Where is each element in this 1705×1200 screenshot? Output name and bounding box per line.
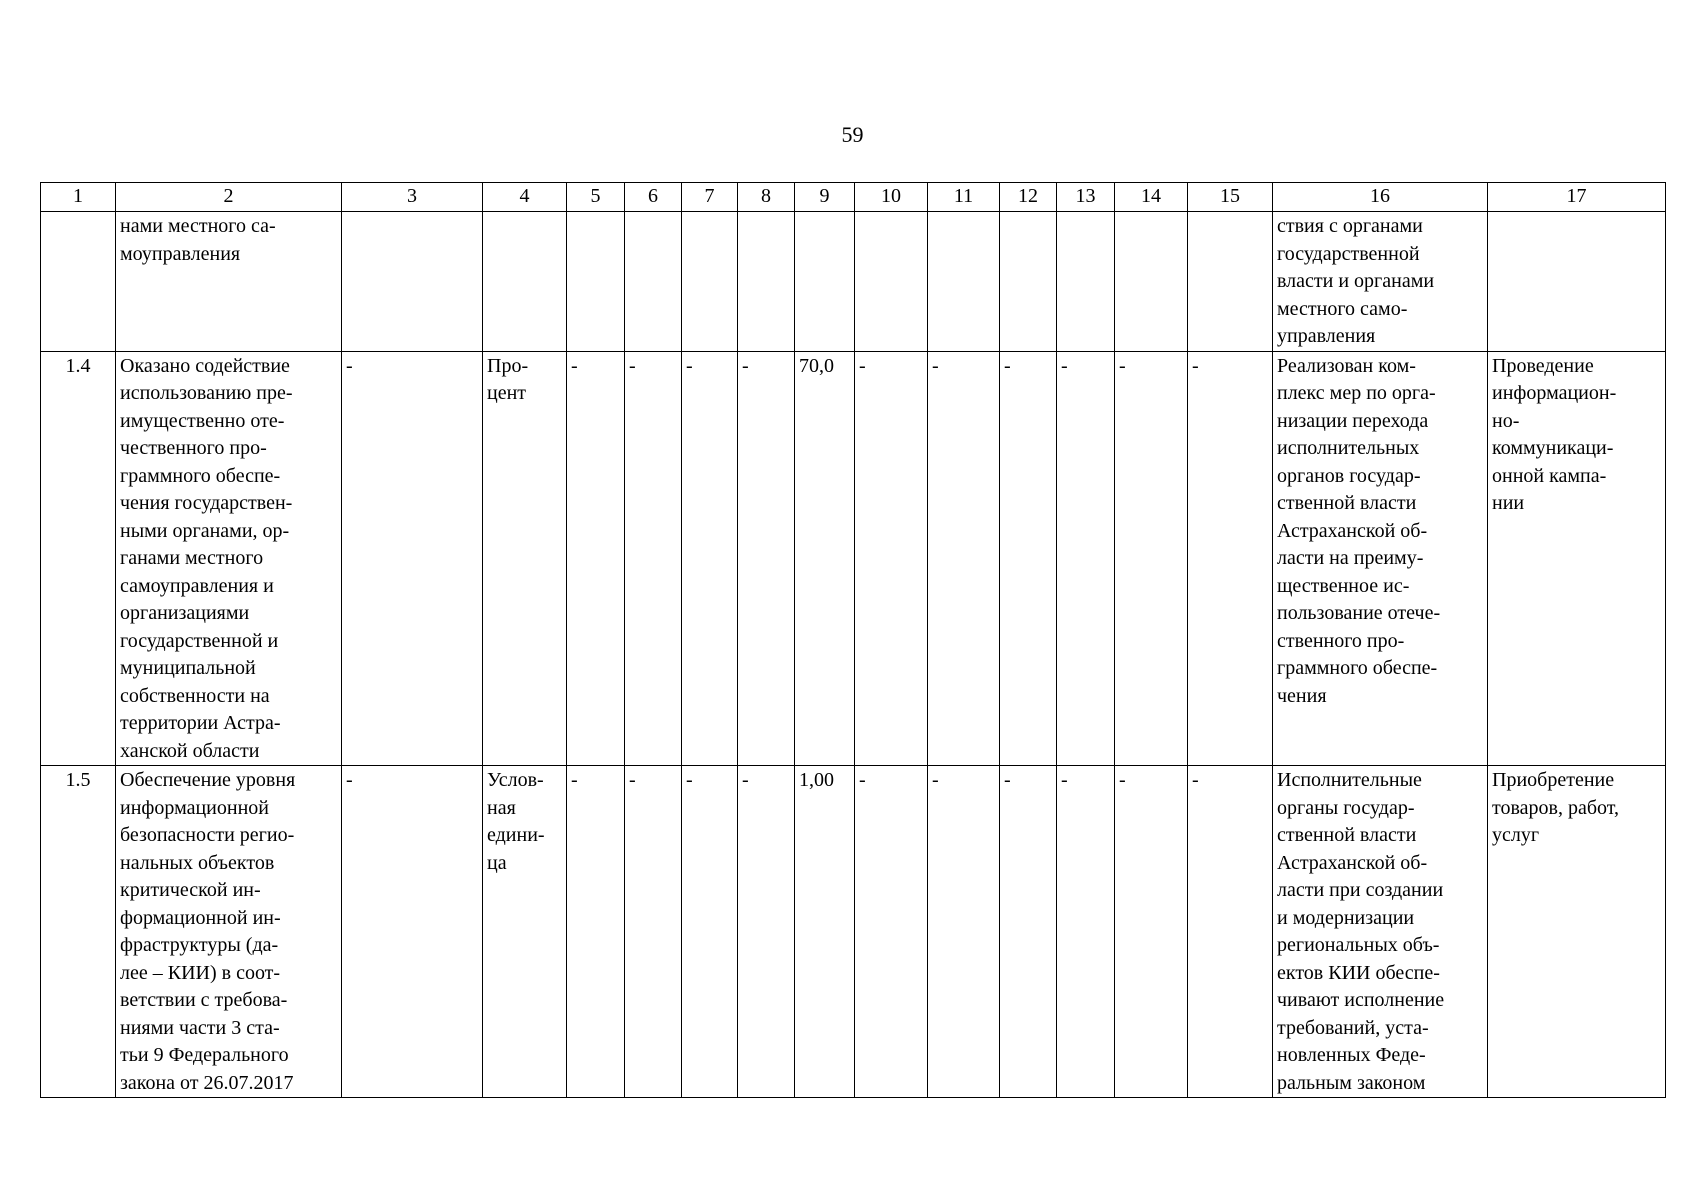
column-number-11: 11 bbox=[928, 183, 1000, 212]
table-cell-col-12: - bbox=[1000, 351, 1057, 766]
table-cell-col-10: - bbox=[855, 766, 928, 1098]
cell-text-line: коммуникаци- bbox=[1492, 437, 1614, 459]
column-number-10: 10 bbox=[855, 183, 928, 212]
table-cell-col-11: - bbox=[928, 351, 1000, 766]
column-number-1: 1 bbox=[41, 183, 116, 212]
cell-text-line: нии bbox=[1492, 492, 1525, 514]
cell-text-line: информационной bbox=[120, 796, 269, 819]
cell-text-line: но- bbox=[1492, 409, 1520, 432]
cell-text-line: безопасности регио- bbox=[120, 824, 295, 846]
cell-text-line: едини- bbox=[487, 824, 545, 846]
table-cell-col-13: - bbox=[1057, 351, 1115, 766]
table-cell-col-16 bbox=[1273, 766, 1488, 1098]
table-cell-col-10 bbox=[855, 212, 928, 352]
cell-text-line: Оказано содействие bbox=[120, 354, 290, 377]
table-cell-col-14: - bbox=[1115, 766, 1188, 1098]
table-cell-col-15: - bbox=[1188, 351, 1273, 766]
cell-text-line: ца bbox=[487, 851, 507, 874]
table-cell-col-7: - bbox=[682, 766, 738, 1098]
cell-text-line: Астраханской об- bbox=[1277, 851, 1428, 874]
cell-text-line: муниципальной bbox=[120, 657, 256, 679]
table-cell-col-13 bbox=[1057, 212, 1115, 352]
table-cell-col-16 bbox=[1273, 351, 1488, 766]
cell-text-line: ласти при создании bbox=[1277, 879, 1444, 901]
cell-text-line: ханской области bbox=[120, 739, 260, 762]
cell-text-line: власти и органами bbox=[1277, 270, 1435, 292]
cell-text-line: формационной ин- bbox=[120, 906, 281, 929]
column-number-16: 16 bbox=[1273, 183, 1488, 212]
cell-text-line: Приобретение bbox=[1492, 769, 1615, 791]
table-cell-col-3: - bbox=[342, 351, 483, 766]
cell-text-line: ная bbox=[487, 796, 516, 819]
table-row bbox=[41, 212, 1666, 352]
cell-text-line: щественное ис- bbox=[1277, 574, 1410, 597]
cell-text-line: ственной власти bbox=[1277, 824, 1417, 846]
cell-text-line: региональных объ- bbox=[1277, 934, 1440, 956]
cell-text-line: ральным законом bbox=[1277, 1071, 1426, 1094]
table-cell-col-17 bbox=[1488, 766, 1666, 1098]
table-cell-col-11 bbox=[928, 212, 1000, 352]
cell-text-line: фраструктуры (да- bbox=[120, 934, 279, 956]
table-row bbox=[41, 766, 1666, 1098]
table-cell-col-7 bbox=[682, 212, 738, 352]
column-number-row bbox=[41, 183, 1666, 212]
table-cell-col-16 bbox=[1273, 212, 1488, 352]
document-table bbox=[40, 182, 1666, 1098]
cell-text-line: нальных объектов bbox=[120, 851, 275, 874]
table-cell-col-14 bbox=[1115, 212, 1188, 352]
table-cell-col-1: 1.4 bbox=[41, 351, 116, 766]
table-cell-col-9: 1,00 bbox=[795, 766, 855, 1098]
table-cell-col-5: - bbox=[567, 766, 625, 1098]
cell-text-line: нами местного са- bbox=[120, 215, 276, 237]
cell-text-line: новленных Феде- bbox=[1277, 1044, 1426, 1066]
cell-text-line: онной кампа- bbox=[1492, 464, 1607, 487]
cell-text-line: услуг bbox=[1492, 824, 1540, 846]
cell-text-line: Реализован ком- bbox=[1277, 354, 1416, 377]
cell-text-line: ными органами, ор- bbox=[120, 519, 290, 542]
cell-text-line: низации перехода bbox=[1277, 409, 1429, 432]
column-number-8: 8 bbox=[738, 183, 795, 212]
table-cell-col-4 bbox=[483, 212, 567, 352]
cell-text-line: управления bbox=[1277, 325, 1376, 347]
table-cell-col-1: 1.5 bbox=[41, 766, 116, 1098]
table-cell-col-8 bbox=[738, 212, 795, 352]
cell-text-line: ственной власти bbox=[1277, 492, 1417, 514]
column-number-4: 4 bbox=[483, 183, 567, 212]
cell-text-line: чивают исполнение bbox=[1277, 989, 1445, 1011]
table-row bbox=[41, 351, 1666, 766]
cell-text-line: закона от 26.07.2017 bbox=[120, 1071, 294, 1094]
cell-text-line: ствия с органами bbox=[1277, 215, 1423, 237]
table-cell-col-17 bbox=[1488, 212, 1666, 352]
table-cell-col-6: - bbox=[625, 351, 682, 766]
table-cell-col-11: - bbox=[928, 766, 1000, 1098]
table-cell-col-9 bbox=[795, 212, 855, 352]
table-cell-col-10: - bbox=[855, 351, 928, 766]
cell-text-line: организациями bbox=[120, 602, 250, 624]
table-cell-col-4 bbox=[483, 351, 567, 766]
column-number-6: 6 bbox=[625, 183, 682, 212]
table-cell-col-7: - bbox=[682, 351, 738, 766]
table-cell-col-3 bbox=[342, 212, 483, 352]
cell-text-line: граммного обеспе- bbox=[120, 464, 281, 487]
column-number-14: 14 bbox=[1115, 183, 1188, 212]
cell-text-line: органы государ- bbox=[1277, 796, 1415, 819]
cell-text-line: ласти на преиму- bbox=[1277, 547, 1424, 569]
cell-text-line: граммного обеспе- bbox=[1277, 657, 1438, 679]
table-cell-col-2 bbox=[116, 212, 342, 352]
table-cell-col-14: - bbox=[1115, 351, 1188, 766]
cell-text-line: плекс мер по орга- bbox=[1277, 382, 1436, 404]
cell-text-line: самоуправления и bbox=[120, 574, 274, 597]
cell-text-line: информацион- bbox=[1492, 382, 1617, 404]
cell-text-line: Исполнительные bbox=[1277, 769, 1422, 791]
column-number-5: 5 bbox=[567, 183, 625, 212]
cell-text-line: Обеспечение уровня bbox=[120, 769, 296, 791]
cell-text-line: Астраханской об- bbox=[1277, 519, 1428, 542]
cell-text-line: ственного про- bbox=[1277, 629, 1405, 652]
cell-text-line: использованию пре- bbox=[120, 382, 293, 404]
cell-text-line: государственной и bbox=[120, 629, 279, 652]
cell-text-line: местного само- bbox=[1277, 297, 1408, 320]
cell-text-line: ветствии с требова- bbox=[120, 989, 288, 1011]
cell-text-line: лее – КИИ) в соот- bbox=[120, 961, 281, 984]
cell-text-line: моуправления bbox=[120, 242, 241, 265]
column-number-2: 2 bbox=[116, 183, 342, 212]
table-cell-col-4 bbox=[483, 766, 567, 1098]
cell-text-line: ектов КИИ обеспе- bbox=[1277, 961, 1440, 984]
table-cell-col-17 bbox=[1488, 351, 1666, 766]
table-cell-col-2 bbox=[116, 766, 342, 1098]
cell-text-line: государственной bbox=[1277, 242, 1420, 265]
table-cell-col-1 bbox=[41, 212, 116, 352]
table-cell-col-9: 70,0 bbox=[795, 351, 855, 766]
cell-text-line: исполнительных bbox=[1277, 437, 1420, 459]
cell-text-line: Проведение bbox=[1492, 354, 1594, 377]
cell-text-line: ганами местного bbox=[120, 547, 264, 569]
cell-text-line: ниями части 3 ста- bbox=[120, 1016, 280, 1039]
table-cell-col-12: - bbox=[1000, 766, 1057, 1098]
cell-text-line: территории Астра- bbox=[120, 712, 281, 734]
column-number-12: 12 bbox=[1000, 183, 1057, 212]
cell-text-line: Про- bbox=[487, 354, 529, 377]
column-number-3: 3 bbox=[342, 183, 483, 212]
table-cell-col-8: - bbox=[738, 766, 795, 1098]
table-cell-col-5 bbox=[567, 212, 625, 352]
cell-text-line: собственности на bbox=[120, 684, 270, 707]
table-cell-col-2 bbox=[116, 351, 342, 766]
table-cell-col-6 bbox=[625, 212, 682, 352]
cell-text-line: имущественно оте- bbox=[120, 409, 285, 432]
cell-text-line: чественного про- bbox=[120, 437, 267, 459]
table-cell-col-8: - bbox=[738, 351, 795, 766]
column-number-15: 15 bbox=[1188, 183, 1273, 212]
table-cell-col-13: - bbox=[1057, 766, 1115, 1098]
cell-text-line: требований, уста- bbox=[1277, 1016, 1429, 1039]
table-cell-col-6: - bbox=[625, 766, 682, 1098]
cell-text-line: пользование отече- bbox=[1277, 602, 1441, 624]
column-number-9: 9 bbox=[795, 183, 855, 212]
cell-text-line: Услов- bbox=[487, 769, 544, 791]
table-cell-col-15 bbox=[1188, 212, 1273, 352]
cell-text-line: критической ин- bbox=[120, 879, 261, 901]
cell-text-line: цент bbox=[487, 382, 527, 404]
cell-text-line: чения государствен- bbox=[120, 492, 293, 514]
page-number: 59 bbox=[841, 122, 864, 147]
column-number-7: 7 bbox=[682, 183, 738, 212]
table-cell-col-3: - bbox=[342, 766, 483, 1098]
cell-text-line: чения bbox=[1277, 684, 1327, 707]
cell-text-line: товаров, работ, bbox=[1492, 796, 1620, 819]
cell-text-line: органов государ- bbox=[1277, 464, 1421, 487]
table-cell-col-15: - bbox=[1188, 766, 1273, 1098]
table-cell-col-5: - bbox=[567, 351, 625, 766]
cell-text-line: и модернизации bbox=[1277, 906, 1415, 929]
table-cell-col-12 bbox=[1000, 212, 1057, 352]
cell-text-line: тьи 9 Федерального bbox=[120, 1044, 289, 1066]
column-number-13: 13 bbox=[1057, 183, 1115, 212]
column-number-17: 17 bbox=[1488, 183, 1666, 212]
